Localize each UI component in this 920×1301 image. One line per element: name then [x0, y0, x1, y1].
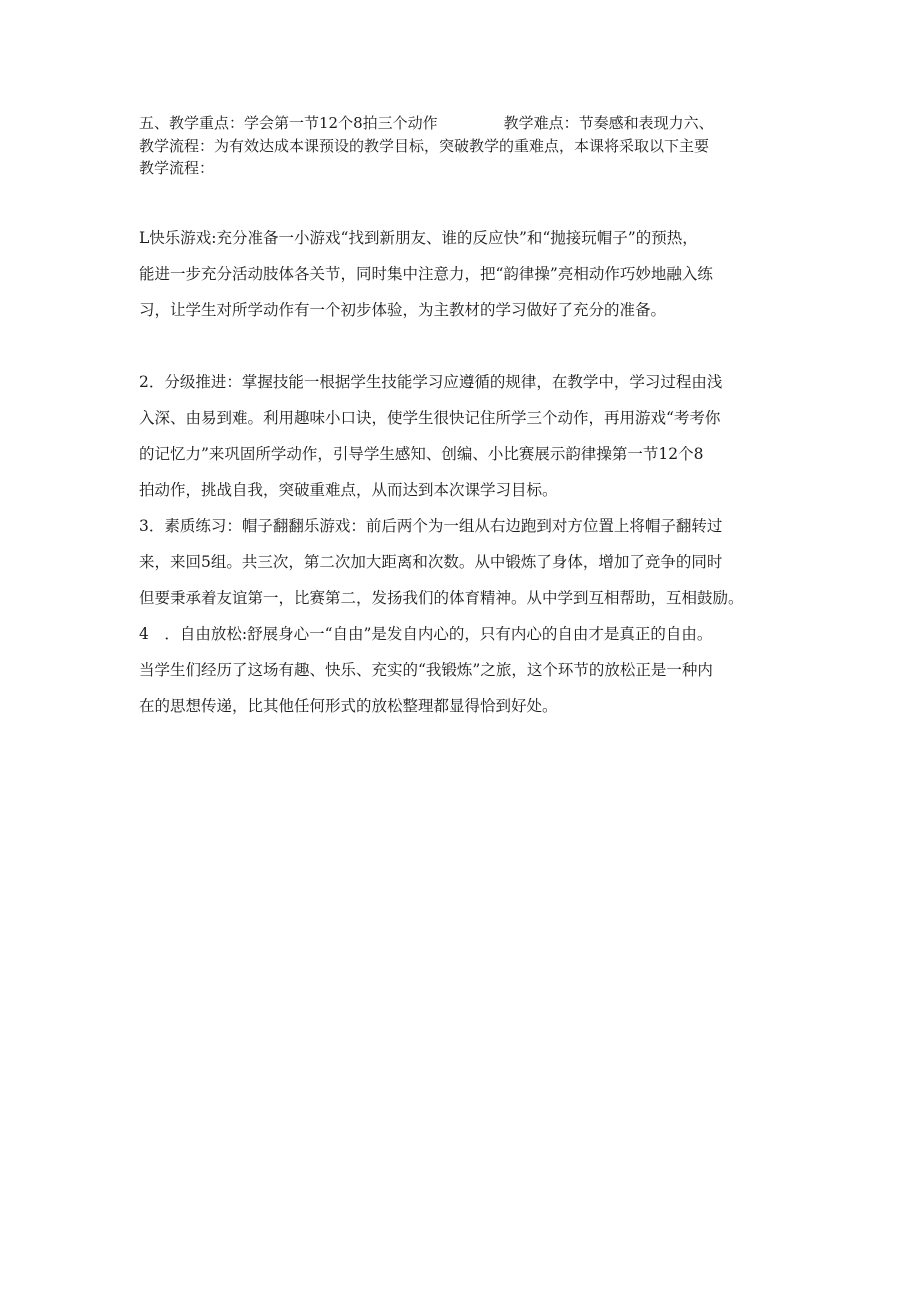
- teaching-difficulty: 教学难点：节奏感和表现力六、: [503, 114, 714, 132]
- item2-line-4: 拍动作，挑战自我，突破重难点，从而达到本次课学习目标。: [139, 481, 558, 499]
- item3-line-1: 3．素质练习：帽子翻翻乐游戏：前后两个为一组从右边跑到对方位置上将帽子翻转过: [139, 517, 723, 535]
- item3-line-3: 但要秉承着友谊第一，比赛第二，发扬我们的体育精神。从中学到互相帮助，互相鼓励。: [139, 589, 744, 607]
- item2-line-2: 入深、由易到难。利用趣味小口诀，使学生很快记住所学三个动作，再用游戏“考考你: [139, 409, 721, 427]
- teaching-key-points: 五、教学重点：学会第一节12个8拍三个动作: [139, 114, 438, 132]
- item1-line-2: 能进一步充分活动肢体各关节，同时集中注意力，把“韵律操”亮相动作巧妙地融入练: [139, 265, 713, 283]
- item2-line-3: 的记忆力”来巩固所学动作，引导学生感知、创编、小比赛展示韵律操第一节12个8: [139, 445, 704, 463]
- item2-line-1: 2．分级推进：掌握技能一根据学生技能学习应遵循的规律，在教学中，学习过程由浅: [139, 373, 723, 391]
- item1-line-1: L快乐游戏:充分准备一小游戏“找到新朋友、谁的反应快”和“抛接玩帽子”的预热，: [139, 229, 698, 247]
- item1-line-3: 习，让学生对所学动作有一个初步体验，为主教材的学习做好了充分的准备。: [139, 301, 667, 319]
- teaching-flow-line-1: 教学流程：为有效达成本课预设的教学目标，突破教学的重难点，本课将采取以下主要: [139, 137, 710, 155]
- teaching-flow-line-2: 教学流程：: [139, 159, 215, 177]
- item4-line-1: 4 ．自由放松:舒展身心一“自由”是发自内心的，只有内心的自由才是真正的自由。: [139, 625, 713, 643]
- item4-line-2: 当学生们经历了这场有趣、快乐、充实的“我锻炼”之旅，这个环节的放松正是一种内: [139, 661, 713, 679]
- item4-line-3: 在的思想传递，比其他任何形式的放松整理都显得恰到好处。: [139, 697, 558, 715]
- item3-line-2: 来，来回5组。共三次，第二次加大距离和次数。从中锻炼了身体，增加了竞争的同时: [139, 553, 723, 571]
- teaching-focus-line: [139, 113, 714, 133]
